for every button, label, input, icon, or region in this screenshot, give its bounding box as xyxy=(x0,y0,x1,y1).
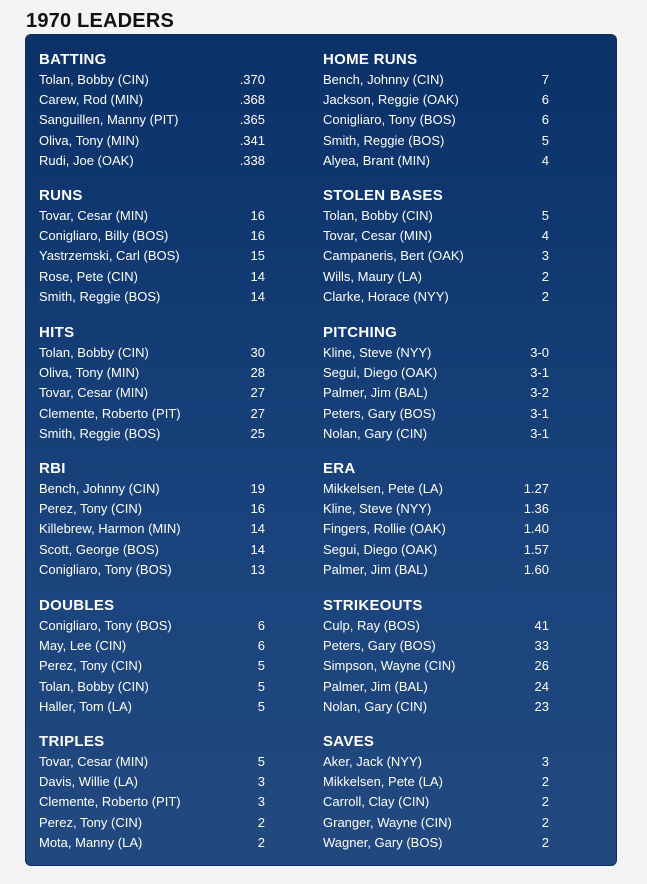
category-title: DOUBLES xyxy=(39,597,115,614)
stat-value: 14 xyxy=(250,268,265,284)
player-name: Segui, Diego (OAK) xyxy=(323,365,438,381)
leader-row xyxy=(323,267,549,287)
page-title: 1970 LEADERS xyxy=(26,10,175,32)
stat-value: .370 xyxy=(239,72,265,87)
player-name: Mota, Manny (LA) xyxy=(39,834,143,850)
leader-row xyxy=(323,833,549,853)
leader-row xyxy=(323,697,549,717)
leader-row xyxy=(323,226,549,246)
category-title: TRIPLES xyxy=(39,733,105,750)
stat-value: 28 xyxy=(250,365,265,381)
player-name: Smith, Reggie (BOS) xyxy=(323,132,445,148)
stat-value: 25 xyxy=(250,425,265,441)
leader-row xyxy=(323,560,549,580)
stat-value: 3 xyxy=(257,794,265,810)
leader-row xyxy=(323,90,549,110)
leader-row xyxy=(39,267,265,287)
leader-row xyxy=(323,616,549,636)
player-name: Peters, Gary (BOS) xyxy=(323,405,436,421)
player-name: Mikkelsen, Pete (LA) xyxy=(323,481,443,496)
player-name: May, Lee (CIN) xyxy=(39,638,127,654)
player-name: Tovar, Cesar (MIN) xyxy=(39,754,149,769)
leader-row xyxy=(323,792,549,812)
player-name: Carroll, Clay (CIN) xyxy=(323,794,430,810)
stat-value: .341 xyxy=(239,132,265,148)
player-name: Smith, Reggie (BOS) xyxy=(39,288,161,304)
leader-category xyxy=(39,50,265,171)
player-name: Segui, Diego (OAK) xyxy=(323,541,438,557)
leader-row xyxy=(39,246,265,266)
leader-row xyxy=(39,772,265,792)
leader-category xyxy=(323,732,549,853)
stat-value: 5 xyxy=(257,698,265,714)
category-title: RBI xyxy=(39,460,66,477)
player-name: Rudi, Joe (OAK) xyxy=(39,152,134,168)
player-name: Carew, Rod (MIN) xyxy=(39,92,144,108)
category-title: PITCHING xyxy=(323,324,398,341)
leader-row xyxy=(323,772,549,792)
stat-value: 2 xyxy=(541,794,549,810)
stat-value: 15 xyxy=(250,248,265,264)
player-name: Peters, Gary (BOS) xyxy=(323,638,436,654)
player-name: Conigliaro, Billy (BOS) xyxy=(39,228,169,244)
player-name: Kline, Steve (NYY) xyxy=(323,501,432,517)
player-name: Killebrew, Harmon (MIN) xyxy=(39,521,181,537)
stat-value: 1.27 xyxy=(523,481,549,496)
stat-value: 2 xyxy=(541,814,549,830)
leader-row xyxy=(39,151,265,171)
leader-row xyxy=(39,833,265,853)
leader-category xyxy=(39,323,265,444)
stat-value: 2 xyxy=(257,814,265,830)
player-name: Mikkelsen, Pete (LA) xyxy=(323,774,443,790)
player-name: Palmer, Jim (BAL) xyxy=(323,678,428,694)
player-name: Alyea, Brant (MIN) xyxy=(323,152,430,168)
leader-row xyxy=(39,540,265,560)
leader-row xyxy=(39,636,265,656)
stat-value: 2 xyxy=(541,268,549,284)
leader-row xyxy=(323,110,549,130)
player-name: Clemente, Roberto (PIT) xyxy=(39,794,181,810)
player-name: Nolan, Gary (CIN) xyxy=(323,698,428,714)
leader-row xyxy=(323,206,549,226)
leader-category xyxy=(39,732,265,853)
stat-value: 27 xyxy=(250,385,265,401)
stat-value: 41 xyxy=(534,618,549,633)
player-name: Oliva, Tony (MIN) xyxy=(39,132,140,148)
player-name: Conigliaro, Tony (BOS) xyxy=(39,618,172,633)
player-name: Campaneris, Bert (OAK) xyxy=(323,248,464,264)
stat-value: 26 xyxy=(534,658,549,674)
stat-value: 3-0 xyxy=(530,345,549,360)
stat-value: 23 xyxy=(534,698,549,714)
stat-value: 5 xyxy=(541,132,549,148)
leader-row xyxy=(39,560,265,580)
player-name: Clarke, Horace (NYY) xyxy=(323,288,449,304)
leader-row xyxy=(39,697,265,717)
leader-row xyxy=(39,206,265,226)
player-name: Rose, Pete (CIN) xyxy=(39,268,138,284)
player-name: Tovar, Cesar (MIN) xyxy=(39,385,149,401)
leader-row xyxy=(39,70,265,90)
player-name: Conigliaro, Tony (BOS) xyxy=(323,112,456,128)
leader-row xyxy=(39,131,265,151)
player-name: Wagner, Gary (BOS) xyxy=(323,834,443,850)
stat-value: 19 xyxy=(250,481,265,496)
category-title: RUNS xyxy=(39,187,83,204)
leader-row xyxy=(39,424,265,444)
leader-row xyxy=(39,499,265,519)
player-name: Culp, Ray (BOS) xyxy=(323,618,420,633)
leader-row xyxy=(39,792,265,812)
leader-category xyxy=(323,50,549,171)
player-name: Jackson, Reggie (OAK) xyxy=(323,92,459,108)
player-name: Perez, Tony (CIN) xyxy=(39,658,143,674)
stat-value: 33 xyxy=(534,638,549,654)
category-title: HOME RUNS xyxy=(323,51,418,68)
leader-category xyxy=(323,186,549,307)
leader-row xyxy=(39,752,265,772)
leader-row xyxy=(323,343,549,363)
stat-value: 3 xyxy=(541,248,549,264)
stat-value: 16 xyxy=(250,501,265,517)
leader-category xyxy=(323,459,549,580)
stat-value: 3-2 xyxy=(530,385,549,401)
stat-value: 3-1 xyxy=(530,405,549,421)
leader-row xyxy=(323,499,549,519)
category-title: ERA xyxy=(323,460,356,477)
leader-row xyxy=(323,70,549,90)
stat-value: 2 xyxy=(257,834,265,850)
player-name: Perez, Tony (CIN) xyxy=(39,501,143,517)
player-name: Tolan, Bobby (CIN) xyxy=(39,678,149,694)
leader-row xyxy=(323,656,549,676)
player-name: Palmer, Jim (BAL) xyxy=(323,561,428,577)
leader-row xyxy=(323,363,549,383)
stat-value: 30 xyxy=(250,345,265,360)
player-name: Scott, George (BOS) xyxy=(39,541,159,557)
stat-value: 2 xyxy=(541,774,549,790)
player-name: Haller, Tom (LA) xyxy=(39,698,132,714)
stat-value: 5 xyxy=(257,754,265,769)
stat-value: .338 xyxy=(239,152,265,168)
leader-row xyxy=(39,404,265,424)
player-name: Clemente, Roberto (PIT) xyxy=(39,405,181,421)
stat-value: 5 xyxy=(541,208,549,223)
stat-value: 1.40 xyxy=(523,521,549,537)
stat-value: 6 xyxy=(541,92,549,108)
leader-row xyxy=(39,616,265,636)
stat-value: 7 xyxy=(541,72,549,87)
stat-value: 14 xyxy=(250,521,265,537)
leader-row xyxy=(323,424,549,444)
stat-value: 6 xyxy=(541,112,549,128)
stat-value: 3 xyxy=(541,754,549,769)
stat-value: 3-1 xyxy=(530,365,549,381)
player-name: Palmer, Jim (BAL) xyxy=(323,385,428,401)
category-title: STOLEN BASES xyxy=(323,187,444,204)
leader-category xyxy=(39,186,265,307)
stat-value: 24 xyxy=(534,678,549,694)
leader-category xyxy=(323,323,549,444)
stat-value: 4 xyxy=(541,152,549,168)
stat-value: 5 xyxy=(257,658,265,674)
stat-value: 13 xyxy=(250,561,265,577)
player-name: Smith, Reggie (BOS) xyxy=(39,425,161,441)
stat-value: 1.36 xyxy=(523,501,549,517)
category-title: SAVES xyxy=(323,733,375,750)
player-name: Perez, Tony (CIN) xyxy=(39,814,143,830)
player-name: Conigliaro, Tony (BOS) xyxy=(39,561,172,577)
player-name: Kline, Steve (NYY) xyxy=(323,345,432,360)
leader-row xyxy=(39,110,265,130)
leader-row xyxy=(39,363,265,383)
stat-value: 14 xyxy=(250,288,265,304)
stat-value: 5 xyxy=(257,678,265,694)
stat-value: 3-1 xyxy=(530,425,549,441)
player-name: Nolan, Gary (CIN) xyxy=(323,425,428,441)
leader-row xyxy=(323,677,549,697)
leader-category xyxy=(39,596,265,717)
leaders-panel xyxy=(25,34,617,866)
player-name: Sanguillen, Manny (PIT) xyxy=(39,112,179,128)
player-name: Bench, Johnny (CIN) xyxy=(39,481,160,496)
leader-row xyxy=(323,151,549,171)
player-name: Tovar, Cesar (MIN) xyxy=(323,228,433,244)
leader-row xyxy=(39,226,265,246)
stat-value: 2 xyxy=(541,288,549,304)
player-name: Granger, Wayne (CIN) xyxy=(323,814,452,830)
stat-value: 1.60 xyxy=(523,561,549,577)
leader-row xyxy=(323,404,549,424)
leader-row xyxy=(39,656,265,676)
leader-category xyxy=(323,596,549,717)
leader-row xyxy=(323,131,549,151)
leader-row xyxy=(39,677,265,697)
leader-row xyxy=(323,752,549,772)
stat-value: 3 xyxy=(257,774,265,790)
leader-row xyxy=(323,246,549,266)
leader-row xyxy=(323,287,549,307)
leader-row xyxy=(39,813,265,833)
stat-value: 16 xyxy=(250,208,265,223)
leader-row xyxy=(323,383,549,403)
player-name: Oliva, Tony (MIN) xyxy=(39,365,140,381)
player-name: Simpson, Wayne (CIN) xyxy=(323,658,456,674)
leader-row xyxy=(39,343,265,363)
leader-row xyxy=(39,287,265,307)
player-name: Bench, Johnny (CIN) xyxy=(323,72,444,87)
player-name: Davis, Willie (LA) xyxy=(39,774,138,790)
stat-value: 2 xyxy=(541,834,549,850)
stat-value: 6 xyxy=(257,618,265,633)
leader-row xyxy=(323,813,549,833)
player-name: Aker, Jack (NYY) xyxy=(323,754,422,769)
player-name: Tolan, Bobby (CIN) xyxy=(323,208,433,223)
leader-row xyxy=(39,479,265,499)
leader-row xyxy=(39,90,265,110)
stat-value: 6 xyxy=(257,638,265,654)
leader-row xyxy=(323,519,549,539)
leader-row xyxy=(323,636,549,656)
stat-value: 4 xyxy=(541,228,549,244)
leader-category xyxy=(39,459,265,580)
category-title: HITS xyxy=(39,324,75,341)
category-title: BATTING xyxy=(39,51,107,68)
player-name: Fingers, Rollie (OAK) xyxy=(323,521,446,537)
stat-value: 1.57 xyxy=(523,541,549,557)
player-name: Tolan, Bobby (CIN) xyxy=(39,345,149,360)
leader-row xyxy=(323,479,549,499)
leader-row xyxy=(39,383,265,403)
stat-value: 16 xyxy=(250,228,265,244)
player-name: Tovar, Cesar (MIN) xyxy=(39,208,149,223)
stat-value: .365 xyxy=(239,112,265,128)
category-title: STRIKEOUTS xyxy=(323,597,423,614)
stat-value: 14 xyxy=(250,541,265,557)
player-name: Tolan, Bobby (CIN) xyxy=(39,72,149,87)
stat-value: .368 xyxy=(239,92,265,108)
leader-row xyxy=(39,519,265,539)
player-name: Yastrzemski, Carl (BOS) xyxy=(39,248,180,264)
stat-value: 27 xyxy=(250,405,265,421)
leader-row xyxy=(323,540,549,560)
player-name: Wills, Maury (LA) xyxy=(323,268,422,284)
